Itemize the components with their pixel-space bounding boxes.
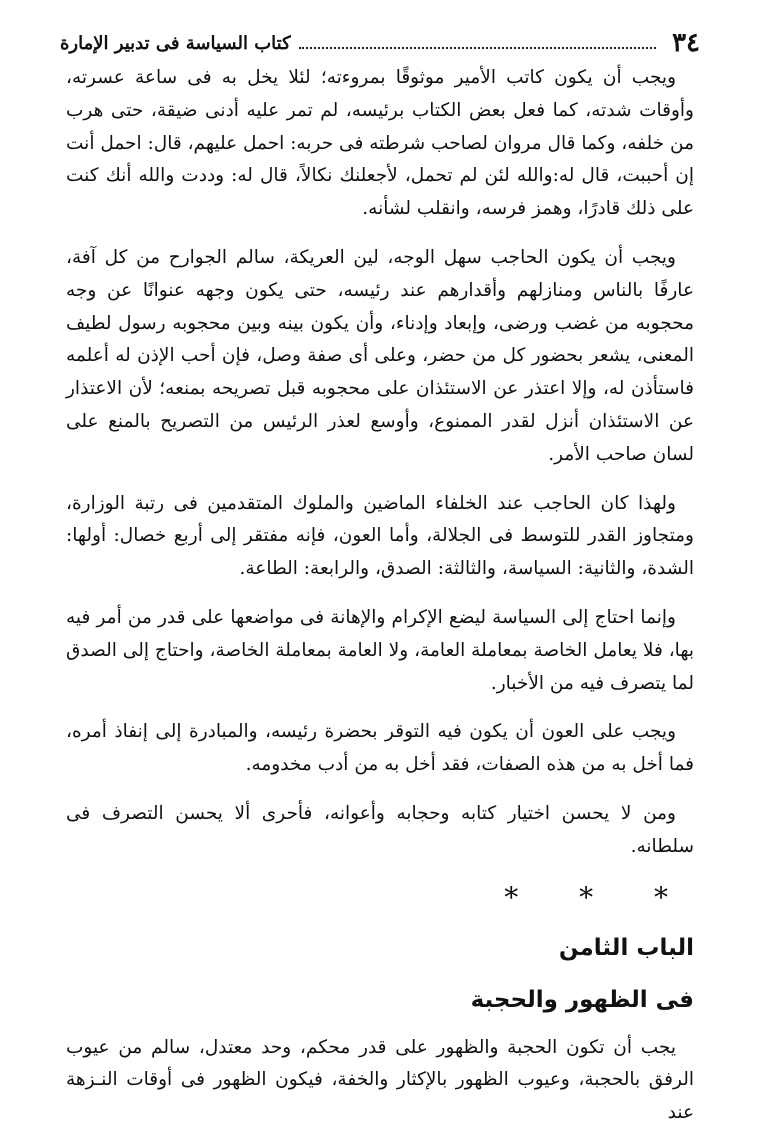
paragraph: ولهذا كان الحاجب عند الخلفاء الماضين والملوك المتقدمين فى رتبة الوزارة، ومتجاوز القدر للتوسط فى الجلالة، وأما العون، فإنه مفتقر إلى أربع خصال: أولها: الشدة، والثانية: السياسة، والثالثة: الصدق، والرابعة: الطاعة.	[66, 492, 694, 580]
paragraph: ويجب أن يكون كاتب الأمير موثوقًا بمروءته؛ لئلا يخل به فى ساعة عسرته، وأوقات شدته، كما فعل بعض الكتاب برئيسه، لم تمر عليه أدنى ضيقة، حتى هرب من خلفه، وكما قال مروان لصاحب شرطته فى حربه: احمل عليهم، قال: احمل أنت إن أحببت، قال له:والله لئن لم تحمل، لأجعلنك نكالاً، قال له: وددت والله أنك كنت على ذلك قادرًا، وهمز فرسه، وانقلب لشأنه.	[66, 67, 694, 220]
chapter-subtitle: فى الظهور والحجبة	[470, 986, 694, 1013]
header-dotted-leader	[299, 37, 656, 49]
book-title: كتاب السياسة فى تدبير الإمارة	[60, 32, 291, 54]
paragraph: ويجب أن يكون الحاجب سهل الوجه، لين العريكة، سالم الجوارح من كل آفة، عارفًا بالناس ومنازلهم وأقدارهم عند رئيسه، حتى يكون وجهه عنوانًا عن وجه محجوبه من غضب ورضى، وإبعاد وإدناء، وأن يكون بينه وبين محجوبه رسول لطيف المعنى، يشعر بحضور كل من حضر، وعلى أى صفة وصل، فإن أحب الإذن له أعلمه فاستأذن له، وإلا اعتذر عن الاستئذان على محجوبه قبل تصريحه بمنعه؛ لأن الاعتذار عن الاستئذان أنزل لقدر الممنوع، وأوسع لعذر الرئيس من التصريح بالمنع على لسان صاحب الأمر.	[66, 246, 694, 465]
paragraph: وإنما احتاج إلى السياسة ليضع الإكرام والإهانة فى مواضعها على قدر من أمر فيه بها، فلا يعامل الخاصة بمعاملة العامة، ولا العامة بمعاملة الخاصة، واحتاج إلى الصدق لما يتصرف فيه من الأخبار.	[66, 606, 694, 694]
page-number: ٣٤	[672, 28, 700, 58]
chapter-title: الباب الثامن	[558, 934, 694, 961]
page-body	[66, 62, 694, 1130]
running-header	[60, 26, 700, 60]
section-separator: * * *	[504, 880, 694, 914]
paragraph: يجب أن تكون الحجبة والظهور على قدر محكم، وحد معتدل، سالم من عيوب الرفق بالحجبة، وعيوب الظهور بالإكثار والخفة، فيكون الظهور فى أوقات النـزهة عند	[66, 1036, 694, 1124]
paragraph: ويجب على العون أن يكون فيه التوقر بحضرة رئيسه، والمبادرة إلى إنفاذ أمره، فما أخل به من هذه الصفات، فقد أخل به من أدب مخدومه.	[66, 721, 694, 776]
paragraph: ومن لا يحسن اختيار كتابه وحجابه وأعوانه، فأحرى ألا يحسن التصرف فى سلطانه.	[66, 802, 694, 857]
